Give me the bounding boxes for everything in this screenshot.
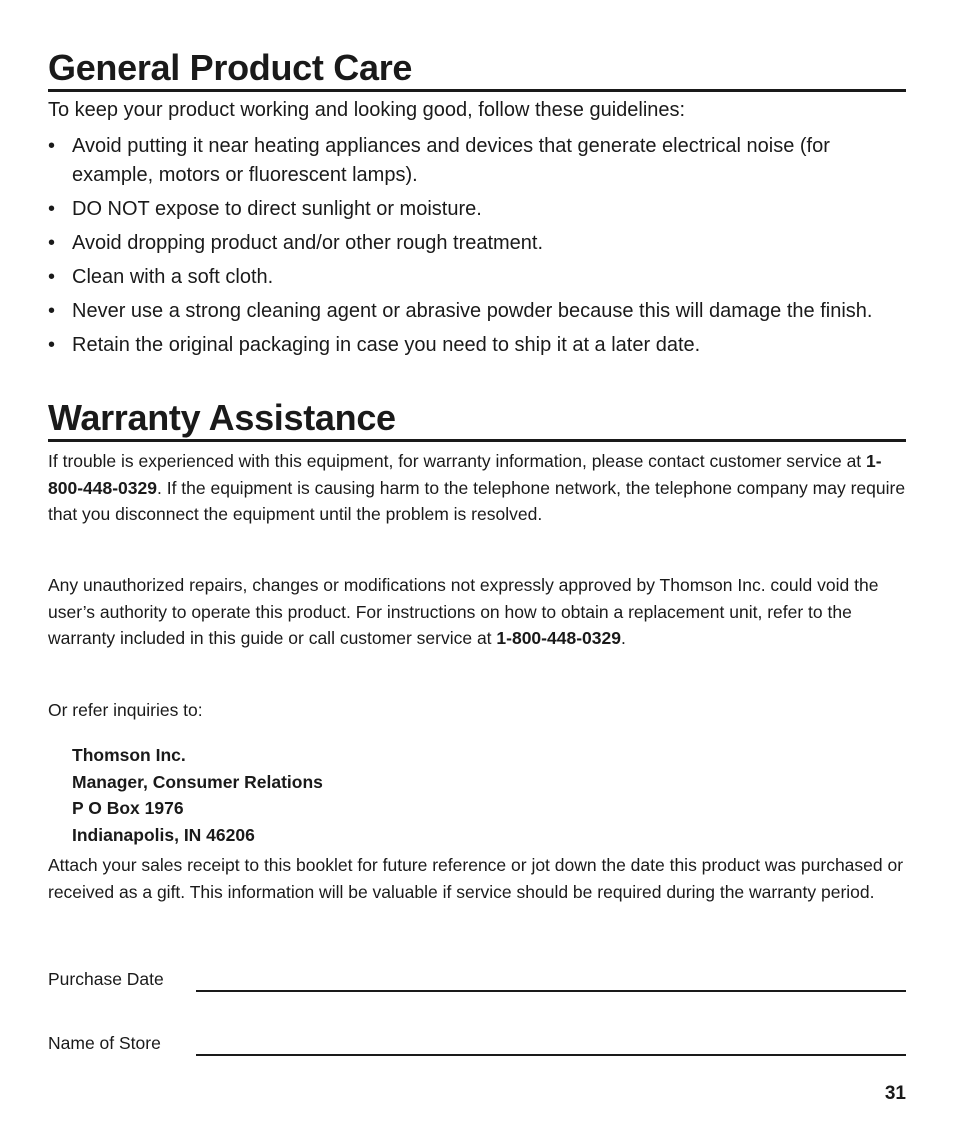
list-item: • Clean with a soft cloth.	[48, 263, 906, 292]
page-number: 31	[884, 1083, 906, 1104]
address-line: Thomson Inc.	[72, 745, 186, 765]
address-line: Manager, Consumer Relations	[72, 771, 323, 792]
store-name-line	[196, 1054, 906, 1056]
list-item: • DO NOT expose to direct sunlight or moisture.	[48, 195, 906, 224]
inquiries-intro: Or refer inquiries to:	[48, 700, 203, 720]
list-item: • Never use a strong cleaning agent or abrasive powder because this will damage the finish.	[48, 297, 906, 326]
bullet-icon: •	[48, 135, 56, 157]
purchase-date-field	[48, 962, 906, 992]
address-line: P O Box 1976	[72, 798, 184, 818]
store-name-field	[48, 1026, 906, 1056]
bullet-icon: •	[48, 266, 56, 288]
address-line: Indianapolis, IN 46206	[72, 824, 255, 845]
list-item: • Retain the original packaging in case you need to ship it at a later date.	[48, 331, 906, 360]
store-name-label: Name of Store	[48, 1033, 161, 1053]
unauthorized-repairs-paragraph: Any unauthorized repairs, changes or modifications not expressly approved by Thomson Inc. could void the user’s authority to operate this product. For instructions on how to obtain a replacement unit, refer to the warranty included in this guide or call customer service at 1-800-448-0329.	[48, 575, 879, 648]
bullet-icon: •	[48, 198, 56, 220]
purchase-date-label: Purchase Date	[48, 969, 164, 989]
list-item: • Avoid putting it near heating appliances and devices that generate electrical noise (for example, motors or fluorescent lamps).	[48, 132, 906, 190]
care-intro-text: To keep your product working and looking good, follow these guidelines:	[48, 99, 686, 121]
purchase-date-line	[196, 990, 906, 992]
mailing-address	[72, 742, 323, 848]
sales-receipt-paragraph: Attach your sales receipt to this booklet for future reference or jot down the date this product was purchased or received as a gift. This information will be valuable if service should be required during the warranty period.	[48, 855, 904, 902]
care-guidelines-list	[48, 132, 906, 365]
list-item: • Avoid dropping product and/or other rough treatment.	[48, 229, 906, 258]
phone-number: 1-800-448-0329	[48, 451, 882, 498]
bullet-icon: •	[48, 232, 56, 254]
phone-number: 1-800-448-0329	[496, 628, 621, 648]
section-heading-warranty: Warranty Assistance	[48, 397, 906, 442]
section-heading-product-care: General Product Care	[48, 47, 906, 92]
warranty-contact-paragraph: If trouble is experienced with this equipment, for warranty information, please contact customer service at 1-800-448-0329. If the equipment is causing harm to the telephone network, the telephone company may require that you disconnect the equipment until the problem is resolved.	[48, 451, 906, 524]
bullet-icon: •	[48, 300, 56, 322]
bullet-icon: •	[48, 334, 56, 356]
